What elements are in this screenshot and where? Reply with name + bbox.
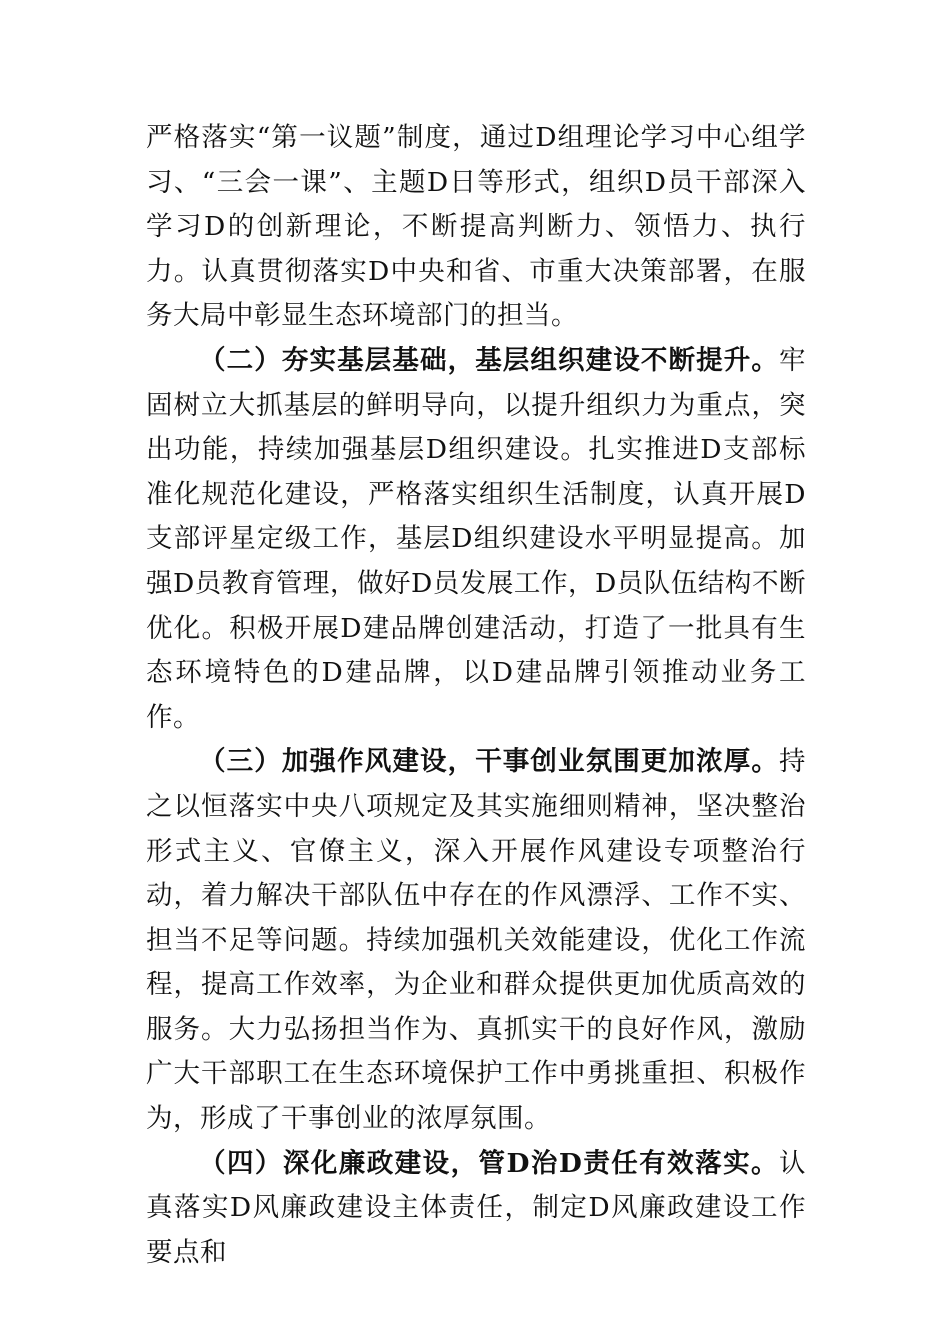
- section-2-body: 牢固树立大抓基层的鲜明导向，以提升组织力为重点，突出功能，持续加强基层D组织建设。扎实推进D支部标准化规范化建设，严格落实组织生活制度，认真开展D支部评星定级工作，基层D组织建设水平明显提高。加强D员教育管理，做好D员发展工作，D员队伍结构不断优化。积极开展D建品牌创建活动，打造了一批具有生态环境特色的D建品牌，以D建品牌引领推动业务工作。: [146, 344, 806, 733]
- paragraph-section-4: [146, 1142, 806, 1276]
- paragraph-section-2: [146, 339, 806, 740]
- paragraph-1-body: 严格落实“第一议题”制度，通过D组理论学习中心组学习、“三会一课”、主题D日等形式，组织D员干部深入学习D的创新理论，不断提高判断力、领悟力、执行力。认真贯彻落实D中央和省、市重大决策部署，在服务大局中彰显生态环境部门的担当。: [146, 122, 806, 332]
- section-2-heading: （二）夯实基层基础，基层组织建设不断提升。: [199, 344, 779, 376]
- document-body: [146, 116, 806, 1275]
- section-3-heading: （三）加强作风建设，干事创业氛围更加浓厚。: [199, 746, 779, 778]
- paragraph-continued: [146, 116, 806, 339]
- section-3-body: 持之以恒落实中央八项规定及其实施细则精神，坚决整治形式主义、官僚主义，深入开展作风建设专项整治行动，着力解决干部队伍中存在的作风漂浮、工作不实、担当不足等问题。持续加强机关效能建设，优化工作流程，提高工作效率，为企业和群众提供更加优质高效的服务。大力弘扬担当作为、真抓实干的良好作风，激励广大干部职工在生态环境保护工作中勇挑重担、积极作为，形成了干事创业的浓厚氛围。: [146, 746, 806, 1135]
- section-4-body: 认真落实D风廉政建设主体责任，制定D风廉政建设工作要点和: [146, 1147, 806, 1268]
- section-4-heading: （四）深化廉政建设，管D治D责任有效落实。: [199, 1147, 779, 1179]
- paragraph-section-3: [146, 740, 806, 1141]
